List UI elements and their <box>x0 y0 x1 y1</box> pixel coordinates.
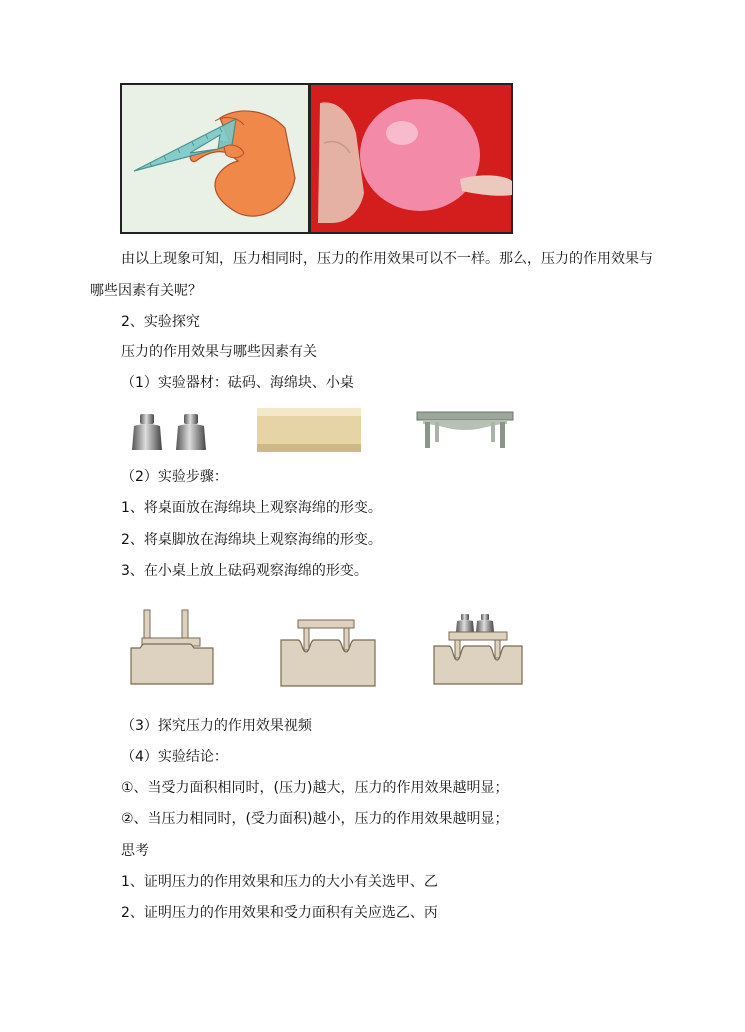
conclusion-1: ①、当受力面积相同时，(压力)越大，压力的作用效果越明显； <box>121 780 509 796</box>
balloon-image <box>310 83 513 234</box>
experiment-3-figure <box>433 612 523 686</box>
video-line: （3）探究压力的作用效果视频 <box>121 718 312 734</box>
think-heading: 思考 <box>121 843 149 859</box>
weights-figure <box>130 410 216 452</box>
sponge-figure <box>255 406 363 454</box>
conclusion-2: ②、当压力相同时，(受力面积)越小，压力的作用效果越明显； <box>121 811 509 827</box>
intro-line-1: 由以上现象可知，压力相同时，压力的作用效果可以不一样。那么，压力的作用效果与 <box>121 251 653 267</box>
weights-icon <box>130 410 216 452</box>
step-1: 1、将桌面放在海绵块上观察海绵的形变。 <box>121 500 382 516</box>
weights-on-table-on-sponge-image <box>433 612 523 686</box>
sponge-block-icon <box>255 406 363 454</box>
topic-heading: 压力的作用效果与哪些因素有关 <box>121 344 317 360</box>
step-2: 2、将桌脚放在海绵块上观察海绵的形变。 <box>121 532 382 548</box>
intro-line-2: 哪些因素有关呢？ <box>90 283 202 299</box>
hand-ruler-image <box>120 83 310 234</box>
think-2: 2、证明压力的作用效果和受力面积有关应选乙、丙 <box>121 905 438 921</box>
conclusion-heading: （4）实验结论： <box>121 749 228 765</box>
photo-ruler <box>120 83 310 234</box>
experiment-2-figure <box>280 618 376 688</box>
steps-heading: （2）实验步骤： <box>121 469 228 485</box>
table-legs-on-sponge-image <box>280 618 376 688</box>
materials-line: （1）实验器材：砝码、海绵块、小桌 <box>121 375 354 391</box>
experiment-1-figure <box>130 608 214 686</box>
table-figure <box>415 408 515 452</box>
small-table-icon <box>415 408 515 452</box>
think-1: 1、证明压力的作用效果和压力的大小有关选甲、乙 <box>121 874 438 890</box>
step-3: 3、在小桌上放上砝码观察海绵的形变。 <box>121 563 368 579</box>
photo-balloon <box>310 83 513 234</box>
section-heading: 2、实验探究 <box>121 314 200 330</box>
table-on-sponge-inverted-image <box>130 608 214 686</box>
